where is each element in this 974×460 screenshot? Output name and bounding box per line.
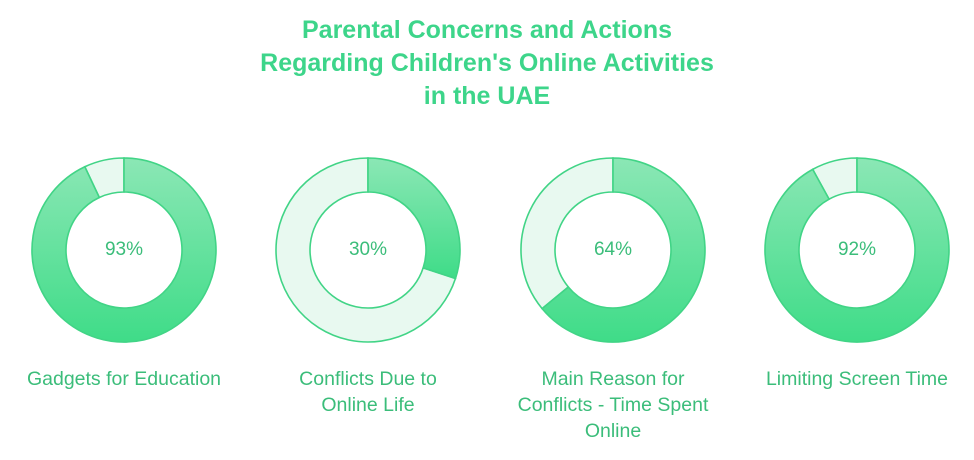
chart-title-line-3: in the UAE [423,82,551,110]
category-label-line: Limiting Screen Time [765,368,949,390]
category-label-line: Conflicts - Time Spent [517,394,709,416]
chart-title-line-1: Parental Concerns and Actions [302,16,672,44]
category-label-line: Gadgets for Education [26,368,222,390]
donut-chart-3 [519,156,707,344]
donut-category-label [493,366,733,444]
donut-value-label: 92% [837,239,877,260]
donut-category-label [4,366,244,392]
category-label-line: Online Life [321,394,415,416]
category-label-line: Main Reason for [541,368,685,390]
donut-value-label: 64% [593,239,633,260]
category-label-line: Conflicts Due to [299,368,437,390]
donut-value-label: 30% [348,239,388,260]
donut-chart-2 [274,156,462,344]
donut-category-label [737,366,974,392]
category-label-line: Online [584,420,642,442]
chart-title-line-2: Regarding Children's Online Activities [260,49,714,77]
donut-chart-4 [763,156,951,344]
donut-category-label [248,366,488,418]
donut-value-label: 93% [104,239,144,260]
chart-title [0,14,974,113]
donut-chart-1 [30,156,218,344]
